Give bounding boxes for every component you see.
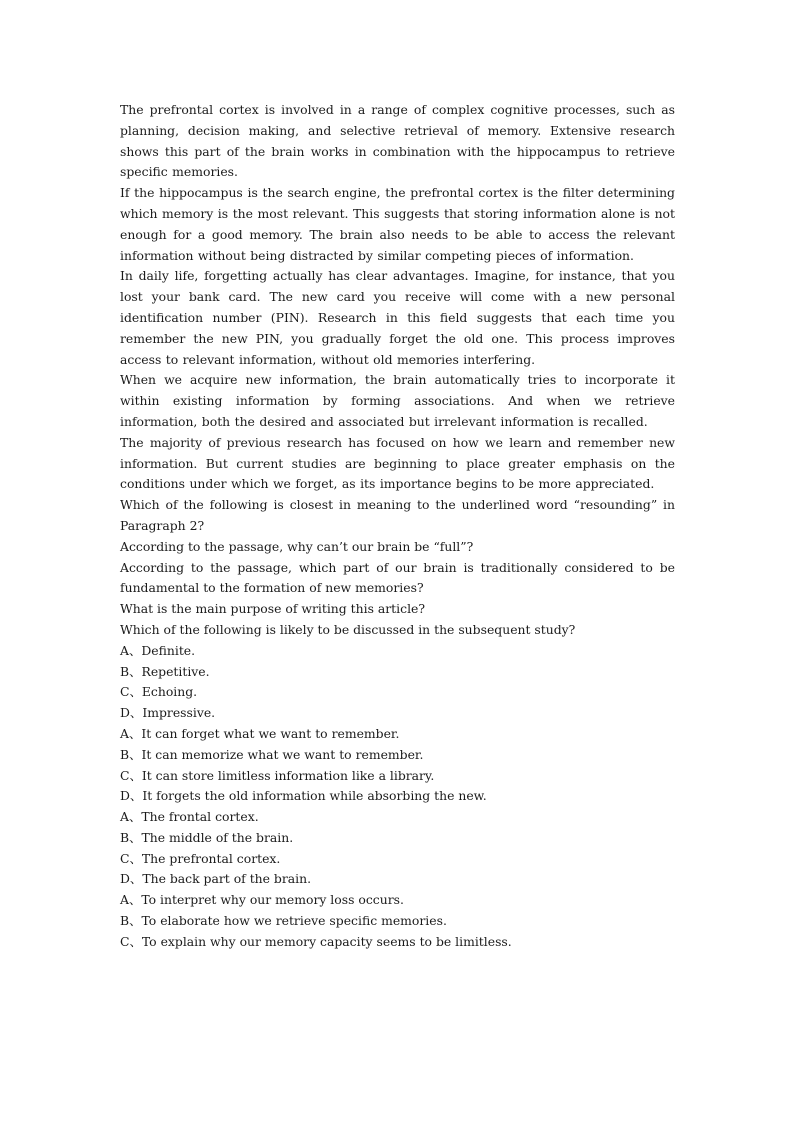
option-list [120,641,675,953]
answer-option: A、Definite. [120,642,196,658]
question: What is the main purpose of writing this article? [120,601,426,617]
document-page [120,100,675,953]
answer-option: B、It can memorize what we want to remember. [120,746,424,762]
answer-option: C、It can store limitless information like a library. [120,767,435,783]
answer-option: A、The frontal cortex. [120,809,259,825]
passage-paragraph: If the hippocampus is the search engine, the prefrontal cortex is the filter determining which memory is the most relevant. This suggests that storing information alone is not enough for a good memory. The brain also needs to be able to access the relevant information without being distracted by similar competing pieces of information. [120,185,675,263]
answer-option: C、To explain why our memory capacity seems to be limitless. [120,933,512,949]
question: Which of the following is closest in meaning to the underlined word “resounding” in Paragraph 2? [120,497,675,533]
answer-option: D、Impressive. [120,705,216,721]
answer-option: C、The prefrontal cortex. [120,850,281,866]
passage [120,100,675,495]
answer-option: D、It forgets the old information while absorbing the new. [120,788,487,804]
passage-paragraph: The majority of previous research has focused on how we learn and remember new information. But current studies are beginning to place greater emphasis on the conditions under which we forget, as its importance begins to be more appreciated. [120,434,675,492]
answer-option: B、Repetitive. [120,663,210,679]
answer-option: C、Echoing. [120,684,198,700]
question: According to the passage, which part of our brain is traditionally considered to be fundamental to the formation of new memories? [120,559,675,596]
passage-paragraph: The prefrontal cortex is involved in a range of complex cognitive processes, such as planning, decision making, and selective retrieval of memory. Extensive research shows this part of the brain works in combination with the hippocampus to retrieve specific memories. [120,102,675,180]
answer-option: B、To elaborate how we retrieve specific memories. [120,913,447,929]
answer-option: A、It can forget what we want to remember. [120,725,400,741]
question-list [120,495,675,641]
passage-paragraph: In daily life, forgetting actually has clear advantages. Imagine, for instance, that you lost your bank card. The new card you receive will come with a new personal identification number (PIN). Research in this field suggests that each time you remember the new PIN, you gradually forget the old one. This process improves access to relevant information, without old memories interfering. [120,268,675,367]
answer-option: A、To interpret why our memory loss occurs. [120,892,404,908]
question: Which of the following is likely to be discussed in the subsequent study? [120,621,576,637]
question: According to the passage, why can’t our brain be “full”? [120,538,474,554]
answer-option: D、The back part of the brain. [120,871,312,887]
answer-option: B、The middle of the brain. [120,829,294,845]
passage-paragraph: When we acquire new information, the brain automatically tries to incorporate it within existing information by forming associations. And when we retrieve information, both the desired and associated but irrelevant information is recalled. [120,372,675,429]
